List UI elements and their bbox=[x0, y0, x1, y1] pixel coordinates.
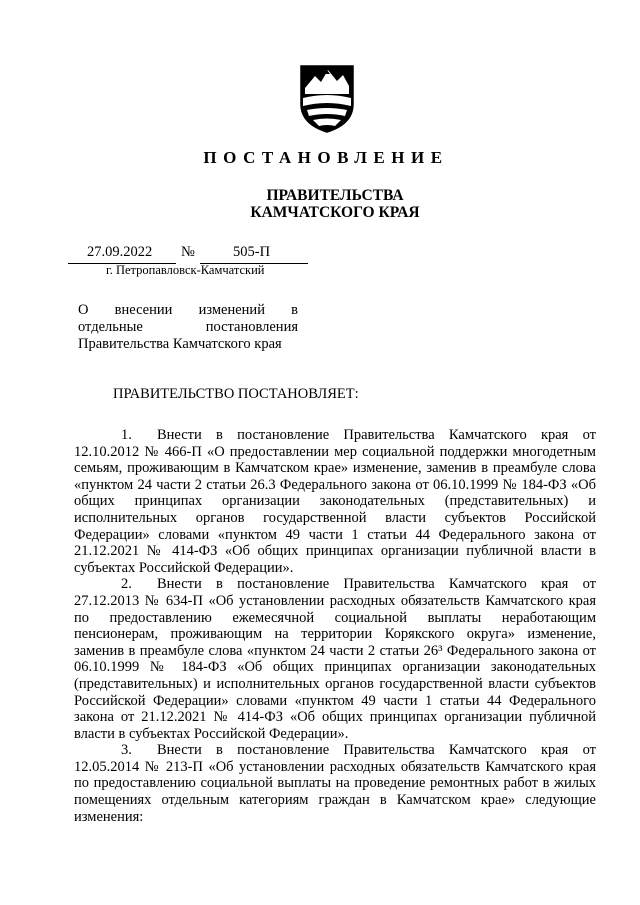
document-body bbox=[74, 427, 596, 825]
date-number-row bbox=[68, 244, 308, 264]
paragraph bbox=[74, 742, 596, 825]
paragraph-number: 2. bbox=[121, 576, 132, 593]
document-title: ПОСТАНОВЛЕНИЕ bbox=[203, 148, 449, 167]
issuer-line-2: КАМЧАТСКОГО КРАЯ bbox=[250, 204, 420, 221]
paragraph-number: 3. bbox=[121, 742, 132, 759]
coat-of-arms-icon bbox=[297, 64, 357, 134]
city: г. Петропавловск-Камчатский bbox=[106, 263, 265, 277]
decree-heading: ПРАВИТЕЛЬСТВО ПОСТАНОВЛЯЕТ: bbox=[113, 386, 359, 402]
paragraph-text: Внести в постановление Правительства Камчатского края от 12.05.2014 № 213-П «Об установлении расходных обязательств Камчатского края по предоставлению социальной выплаты на проведение ремонтных работ в жилых помещениях отдельным категориям граждан в Камчатском крае» следующие изменения: bbox=[74, 742, 596, 825]
issuer-line-1: ПРАВИТЕЛЬСТВА bbox=[266, 187, 404, 204]
subject-line: О внесении изменений в bbox=[78, 302, 298, 318]
paragraph-text: Внести в постановление Правительства Камчатского края от 27.12.2013 № 634-П «Об установлении расходных обязательств Камчатского края по предоставлению ежемесячной социальной выплаты неработающим пенсионерам, проживающим на территории Корякского округа» изменение, заменив в преамбуле слова «пунктом 24 части 2 статьи 26³ Федерального закона от 06.10.1999 № 184-ФЗ «Об общих принципах организации законодательных (представительных) и исполнительных органов государственной власти субъектов Российской Федерации» словами «пунктом 49 части 1 статьи 44 Федерального закона от 21.12.2021 № 414-ФЗ «Об общих принципах организации публичной власти в субъектах Российской Федерации». bbox=[74, 576, 596, 742]
document-date: 27.09.2022 bbox=[87, 244, 153, 260]
paragraph bbox=[74, 427, 596, 576]
paragraph-number: 1. bbox=[121, 427, 132, 443]
subject-line: Правительства Камчатского края bbox=[78, 336, 282, 352]
subject-line: отдельные постановления bbox=[78, 319, 298, 335]
number-sign: № bbox=[181, 244, 195, 260]
paragraph-text: Внести в постановление Правительства Камчатского края от 12.10.2012 № 466-П «О предоставлении мер социальной поддержки многодетным семьям, проживающим в Камчатском крае» изменение, заменив в преамбуле слова «пунктом 24 части 2 статьи 26.3 Федерального закона от 06.10.1999 № 184-ФЗ «Об общих принципах организации законодательных (представительных) и исполнительных органов государственной власти субъектов Российской Федерации» словами «пунктом 49 части 1 статьи 44 Федерального закона от 21.12.2021 № 414-ФЗ «Об общих принципах организации публичной власти в субъектах Российской Федерации». bbox=[74, 427, 596, 576]
paragraph bbox=[74, 576, 596, 742]
document-subject bbox=[78, 302, 298, 353]
document-number: 505-П bbox=[233, 244, 271, 260]
